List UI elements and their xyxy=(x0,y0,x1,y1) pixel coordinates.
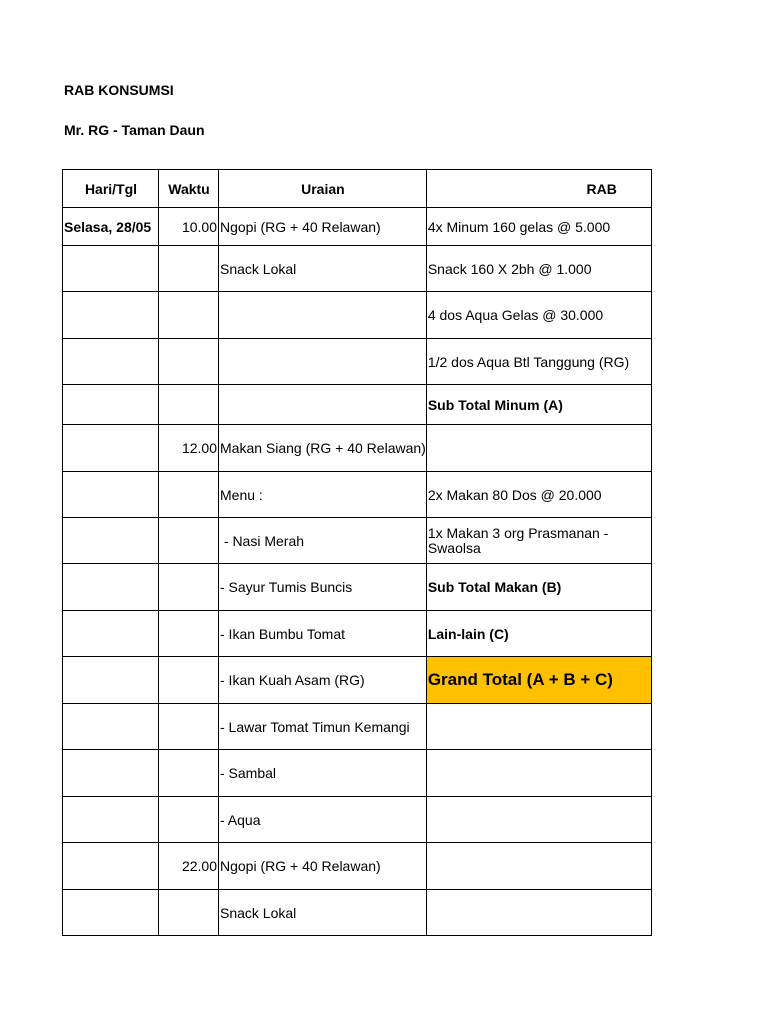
cell-hari xyxy=(63,564,159,611)
cell-hari xyxy=(63,292,159,339)
table-row xyxy=(63,797,652,843)
column-header-waktu: Waktu xyxy=(159,170,219,208)
cell-waktu: 22.00 xyxy=(159,843,219,890)
cell-uraian xyxy=(219,292,427,339)
cell-rab xyxy=(426,843,651,890)
cell-rab xyxy=(426,425,651,472)
cell-rab: 4x Minum 160 gelas @ 5.000 xyxy=(426,208,651,246)
cell-uraian: Snack Lokal xyxy=(219,246,427,292)
cell-uraian xyxy=(219,425,427,472)
cell-uraian: Snack Lokal xyxy=(219,890,427,936)
budget-table xyxy=(62,169,652,936)
cell-hari xyxy=(63,518,159,564)
cell-hari xyxy=(63,843,159,890)
cell-waktu xyxy=(159,472,219,518)
cell-uraian: - Sambal xyxy=(219,750,427,797)
cell-rab xyxy=(426,704,651,750)
cell-uraian: - Aqua xyxy=(219,797,427,843)
cell-hari xyxy=(63,797,159,843)
table-row xyxy=(63,246,652,292)
cell-waktu xyxy=(159,750,219,797)
cell-rab: 4 dos Aqua Gelas @ 30.000 xyxy=(426,292,651,339)
table-row xyxy=(63,385,652,425)
table-row xyxy=(63,472,652,518)
cell-waktu: 12.00 xyxy=(159,425,219,472)
cell-waktu xyxy=(159,339,219,385)
table-row xyxy=(63,425,652,472)
document-subtitle: Mr. RG - Taman Daun xyxy=(64,122,205,138)
cell-waktu xyxy=(159,385,219,425)
cell-uraian xyxy=(219,339,427,385)
cell-rab xyxy=(426,750,651,797)
column-header-hari: Hari/Tgl xyxy=(63,170,159,208)
table-row xyxy=(63,750,652,797)
cell-uraian-text: Makan Siang (RG + 40 Relawan) xyxy=(220,440,426,456)
cell-hari xyxy=(63,246,159,292)
cell-hari xyxy=(63,339,159,385)
table-row xyxy=(63,704,652,750)
cell-hari: Selasa, 28/05 xyxy=(63,208,159,246)
cell-rab xyxy=(426,890,651,936)
cell-waktu xyxy=(159,611,219,657)
cell-uraian: Ngopi (RG + 40 Relawan) xyxy=(219,843,427,890)
column-header-rab: RAB xyxy=(426,170,651,208)
column-header-uraian: Uraian xyxy=(219,170,427,208)
cell-hari xyxy=(63,425,159,472)
subtotal-minum-label: Sub Total Minum (A) xyxy=(426,385,651,425)
cell-rab: Snack 160 X 2bh @ 1.000 xyxy=(426,246,651,292)
cell-waktu xyxy=(159,657,219,704)
table-row xyxy=(63,518,652,564)
table-row xyxy=(63,339,652,385)
grand-total-label: Grand Total (A + B + C) xyxy=(426,657,651,704)
cell-waktu xyxy=(159,704,219,750)
table-row xyxy=(63,843,652,890)
cell-hari xyxy=(63,704,159,750)
cell-hari xyxy=(63,750,159,797)
table-row xyxy=(63,890,652,936)
cell-waktu xyxy=(159,246,219,292)
cell-waktu xyxy=(159,518,219,564)
table-row xyxy=(63,611,652,657)
cell-uraian: - Sayur Tumis Buncis xyxy=(219,564,427,611)
cell-uraian: Menu : xyxy=(219,472,427,518)
cell-uraian xyxy=(219,385,427,425)
cell-rab: 1x Makan 3 org Prasmanan - Swaolsa xyxy=(426,518,651,564)
cell-uraian: Ngopi (RG + 40 Relawan) xyxy=(219,208,427,246)
cell-hari xyxy=(63,611,159,657)
cell-rab xyxy=(426,797,651,843)
cell-waktu: 10.00 xyxy=(159,208,219,246)
cell-waktu xyxy=(159,797,219,843)
table-row xyxy=(63,292,652,339)
table-header-row xyxy=(63,170,652,208)
cell-uraian: - Ikan Kuah Asam (RG) xyxy=(219,657,427,704)
table-row xyxy=(63,564,652,611)
cell-waktu xyxy=(159,564,219,611)
cell-hari xyxy=(63,890,159,936)
cell-hari xyxy=(63,385,159,425)
cell-uraian: - Ikan Bumbu Tomat xyxy=(219,611,427,657)
cell-hari xyxy=(63,657,159,704)
cell-waktu xyxy=(159,890,219,936)
cell-waktu xyxy=(159,292,219,339)
subtotal-makan-label: Sub Total Makan (B) xyxy=(426,564,651,611)
lain-lain-label: Lain-lain (C) xyxy=(426,611,651,657)
cell-uraian: - Lawar Tomat Timun Kemangi xyxy=(219,704,427,750)
cell-hari xyxy=(63,472,159,518)
cell-rab: 2x Makan 80 Dos @ 20.000 xyxy=(426,472,651,518)
table-row xyxy=(63,208,652,246)
document-title: RAB KONSUMSI xyxy=(64,82,174,98)
table-row xyxy=(63,657,652,704)
cell-rab: 1/2 dos Aqua Btl Tanggung (RG) xyxy=(426,339,651,385)
cell-uraian: - Nasi Merah xyxy=(219,518,427,564)
